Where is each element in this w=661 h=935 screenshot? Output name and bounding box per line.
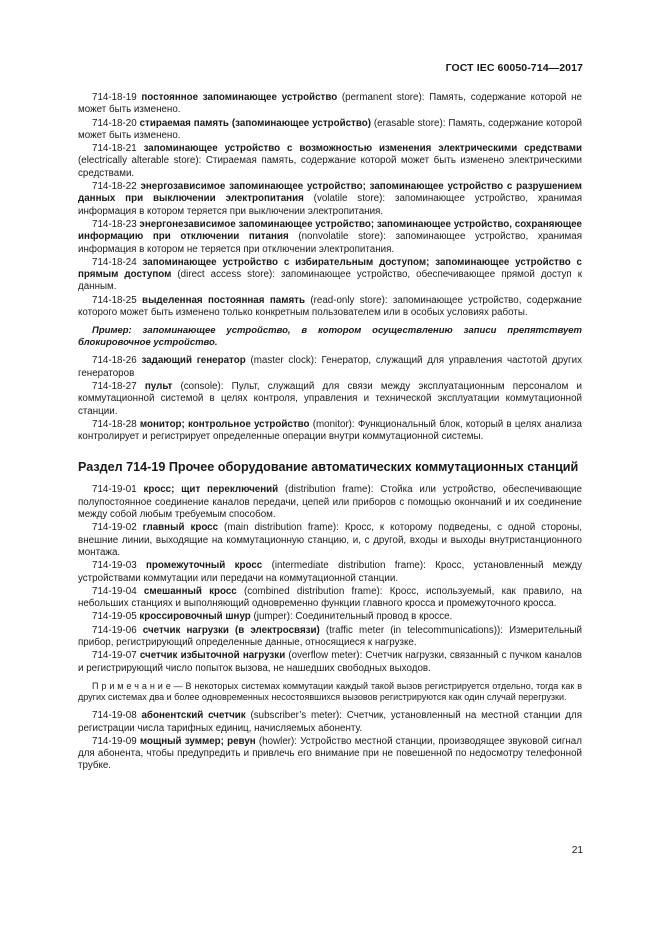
term-entry — [78, 355, 582, 380]
term-definition: (read-only store): запоминающее устройство, содержание которого может быть изменено только конкретным пользователем или в особых условиях работы. — [78, 294, 582, 319]
term-number: 714-19-06 — [92, 624, 137, 636]
term-entry — [78, 419, 582, 444]
term-name: запоминающее устройство с возможностью изменения электрическими средствами — [143, 143, 582, 155]
term-number: 714-18-20 — [92, 117, 137, 129]
example-text: Пример: запоминающее устройство, в котором осуществлению записи препятствует блокировочное устройство. — [78, 325, 582, 349]
term-number: 714-19-02 — [92, 522, 137, 534]
term-name: главный кросс — [142, 522, 219, 534]
term-definition: (volatile store): запоминающее устройство, хранимая информация в котором теряется при выключении электропитания. — [78, 193, 583, 217]
term-definition: (subscriber’s meter): Счетчик, установленный на местной станции для регистрации числа тарифных единиц, начисляемых абоненту. — [78, 710, 582, 734]
entries-group-c — [78, 484, 582, 674]
term-number: 714-18-25 — [92, 294, 137, 306]
entries-group-d — [78, 710, 582, 772]
term-entry — [78, 611, 582, 623]
document-header: ГОСТ IEC 60050-714—2017 — [445, 62, 583, 74]
term-entry — [78, 650, 582, 675]
term-number: 714-18-26 — [92, 355, 137, 367]
term-number: 714-19-03 — [92, 560, 137, 572]
term-definition: (howler): Устройство местной станции, производящее звуковой сигнал для абонента, чтобы предупредить и привлечь его внимание при не повешенной по недосмотру телефонной трубке. — [78, 735, 582, 772]
term-entry — [78, 92, 582, 117]
term-name: постоянное запоминающее устройство — [141, 92, 338, 103]
term-entry — [78, 560, 582, 585]
term-definition: (electrically alterable store): Стираемая память, содержание которой может быть изменено электрическими средствами. — [78, 155, 582, 179]
term-definition: (intermediate distribution frame): Кросс, установленный между устройствами коммутации или передачи на коммутационной станции. — [78, 560, 583, 584]
term-definition: (combined distribution frame): Кросс, используемый, как правило, на небольших станциях и выполняющий одновременно функции главного кросса и промежуточного кросса. — [78, 585, 582, 610]
page-content — [78, 92, 582, 774]
term-number: 714-19-08 — [92, 710, 137, 722]
term-number: 714-19-05 — [92, 611, 137, 623]
term-name: кроссировочный шнур — [139, 611, 251, 623]
term-definition: (console): Пульт, служащий для связи между эксплуатационным персоналом и коммутационной системой в целях контроля, управления и технической эксплуатации коммутационной станции. — [78, 380, 582, 417]
term-name: запоминающее устройство с избирательным доступом; запоминающее устройство с прямым доступом — [78, 256, 582, 281]
term-number: 714-19-04 — [92, 585, 137, 597]
term-definition: (nonvolatile store): запоминающее устройство, хранимая информация в котором не теряется при отключении электропитания. — [78, 231, 583, 255]
term-entry — [78, 295, 582, 320]
term-entry — [78, 181, 582, 218]
term-entry — [78, 381, 582, 418]
term-definition: (traffic meter (in telecommunications)): Измерительный прибор, регистрирующий определенные данные, относящиеся к нагрузке. — [78, 624, 582, 648]
term-entry — [78, 118, 582, 143]
term-entry — [78, 736, 582, 773]
entries-group-b — [78, 355, 582, 443]
term-entry — [78, 710, 582, 735]
term-name: задающий генератор — [141, 355, 246, 367]
term-number: 714-18-27 — [92, 380, 137, 392]
term-name: выделенная постоянная память — [142, 294, 305, 306]
term-definition: (overflow meter): Счетчик нагрузки, связанный с пучком каналов и регистрирующий число попыток вызова, не нашедших свободных выходов. — [78, 650, 582, 674]
term-entry — [78, 625, 582, 650]
term-definition: (erasable store): Память, содержание которой может быть изменено. — [78, 117, 583, 141]
term-entry — [78, 143, 582, 180]
term-name: счетчик нагрузки (в электросвязи) — [142, 624, 320, 636]
term-name: монитор; контрольное устройство — [139, 418, 310, 430]
term-name: пульт — [144, 380, 173, 392]
term-entry — [78, 257, 582, 294]
note-label: П р и м е ч а н и е — [92, 680, 171, 691]
note-text: — В некоторых системах коммутации каждый такой вызов регистрируется отдельно, тогда как в других системах два и более одновременных несостоявшихся вызовов регистрируются как один случай перегрузки. — [78, 680, 582, 703]
entries-group-a — [78, 92, 582, 319]
term-entry — [78, 522, 582, 559]
term-number: 714-19-01 — [92, 484, 137, 496]
term-name: кросс; щит переключений — [143, 484, 279, 496]
term-entry — [78, 219, 582, 256]
term-definition: (jumper): Соединительный провод в кроссе. — [250, 611, 453, 623]
note — [78, 681, 582, 703]
section-title: Раздел 714-19 Прочее оборудование автоматических коммутационных станций — [78, 460, 579, 475]
term-name: смешанный кросс — [143, 585, 237, 597]
term-name: абонентский счетчик — [141, 710, 246, 722]
term-definition: (direct access store): запоминающее устройство, обеспечивающее прямой доступ к данным. — [78, 269, 582, 293]
term-number: 714-18-19 — [92, 92, 137, 103]
term-number: 714-18-23 — [92, 218, 137, 230]
term-number: 714-18-28 — [92, 418, 137, 430]
term-name: счетчик избыточной нагрузки — [139, 650, 286, 662]
term-name: промежуточный кросс — [146, 560, 263, 572]
term-name: энергонезависимое запоминающее устройство; запоминающее устройство, сохраняющее информацию при отключении питания — [78, 218, 582, 243]
term-entry — [78, 586, 582, 611]
term-definition: (main distribution frame): Кросс, к которому подведены, с одной стороны, внешние линии, выходящие на коммутационную станцию, и, с другой, входы и выходы внутристанционного монтажа. — [78, 522, 582, 558]
term-name: стираемая память (запоминающее устройство) — [139, 117, 371, 129]
term-entry — [78, 484, 582, 521]
term-name: мощный зуммер; ревун — [139, 735, 256, 747]
term-number: 714-18-24 — [92, 256, 137, 268]
term-definition: (monitor): Функциональный блок, который в целях анализа контролирует и регистрирует определенные операции внутри коммутационной системы. — [78, 418, 582, 443]
term-number: 714-19-07 — [92, 650, 137, 662]
term-definition: (permanent store): Память, содержание которой не может быть изменено. — [78, 92, 582, 116]
term-definition: (distribution frame): Стойка или устройство, обеспечивающие полупостоянное соединение каналов передачи, цепей или приборов с помощью окончаний и их соединение между собой любым требуемым способом. — [78, 484, 582, 521]
term-number: 714-19-09 — [92, 735, 137, 747]
term-number: 714-18-22 — [92, 181, 137, 193]
page-number: 21 — [571, 845, 583, 856]
term-name: энергозависимое запоминающее устройство; запоминающее устройство с разрушением данных при выключении электропитания — [78, 181, 582, 205]
term-number: 714-18-21 — [92, 143, 137, 155]
term-definition: (master clock): Генератор, служащий для управления частотой других генераторов — [78, 355, 582, 379]
